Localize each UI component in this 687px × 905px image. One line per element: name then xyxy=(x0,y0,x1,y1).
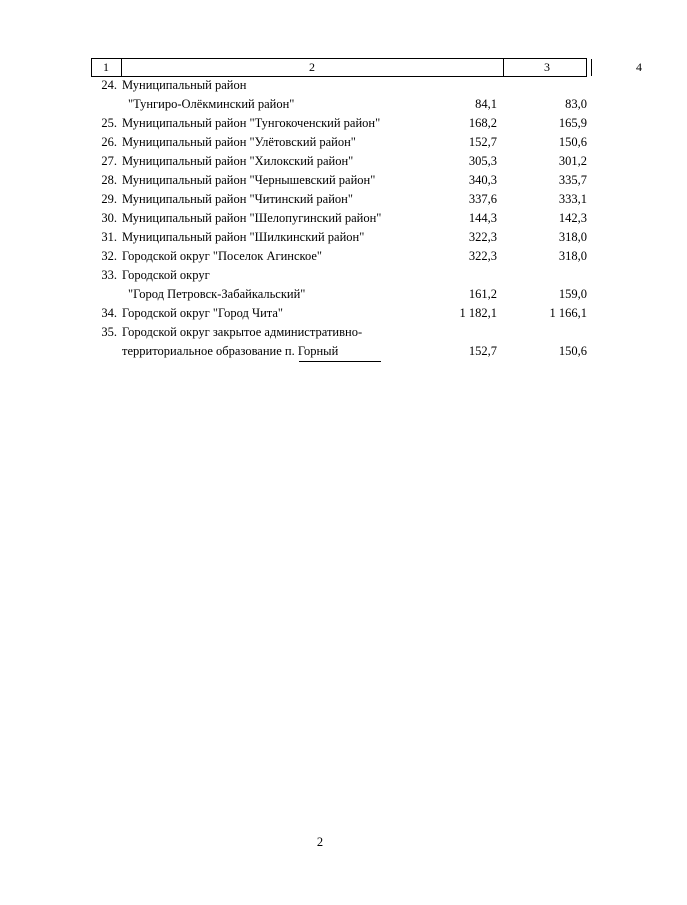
row-value-col4: 83,0 xyxy=(565,97,587,111)
row-value-col3: 305,3 xyxy=(468,154,497,168)
row-value-col4: 318,0 xyxy=(558,249,587,263)
row-number: 25. xyxy=(101,116,117,130)
table-row xyxy=(91,304,587,323)
row-value-col3: 152,7 xyxy=(468,135,497,149)
row-value-col3: 322,3 xyxy=(468,249,497,263)
row-value-col4: 335,7 xyxy=(558,173,587,187)
table-row xyxy=(91,190,587,209)
row-number: 30. xyxy=(101,211,117,225)
header-col-1: 1 xyxy=(103,60,109,74)
table-row xyxy=(91,171,587,190)
row-name-line: "Тунгиро-Олёкминский район" xyxy=(128,97,295,111)
row-value-col3: 161,2 xyxy=(468,287,497,301)
row-name xyxy=(122,152,432,171)
row-name-line: Муниципальный район "Шелопугинский район" xyxy=(122,211,382,225)
row-value-col3: 152,7 xyxy=(468,344,497,358)
table-row xyxy=(91,133,587,152)
row-name-line: Городской округ закрытое административно- xyxy=(122,325,363,339)
row-name-line: Муниципальный район "Улётовский район" xyxy=(122,135,356,149)
row-value-col4: 150,6 xyxy=(558,344,587,358)
row-name xyxy=(122,114,432,133)
row-value-col3: 1 182,1 xyxy=(459,306,497,320)
table-row xyxy=(91,76,587,114)
row-value-col4: 142,3 xyxy=(558,211,587,225)
row-name-line: территориальное образование п. Горный xyxy=(122,344,339,358)
data-table xyxy=(91,76,587,361)
row-name-line: Муниципальный район "Шилкинский район" xyxy=(122,230,365,244)
row-name xyxy=(122,247,432,266)
row-name xyxy=(122,209,432,228)
row-name-line: Городской округ xyxy=(122,268,210,282)
row-name-line: Муниципальный район "Тунгокоченский район" xyxy=(122,116,381,130)
row-name xyxy=(122,76,432,114)
row-value-col3: 322,3 xyxy=(468,230,497,244)
row-number: 32. xyxy=(101,249,117,263)
row-name xyxy=(122,266,432,304)
row-name xyxy=(122,171,432,190)
table-row xyxy=(91,266,587,304)
row-number: 26. xyxy=(101,135,117,149)
header-col-2: 2 xyxy=(309,60,315,74)
table-row xyxy=(91,247,587,266)
page-number: 2 xyxy=(316,835,324,849)
row-value-col3: 144,3 xyxy=(468,211,497,225)
table-header xyxy=(91,58,642,77)
row-number: 31. xyxy=(101,230,117,244)
row-name xyxy=(122,190,432,209)
row-name xyxy=(122,304,432,323)
row-number: 28. xyxy=(101,173,117,187)
row-value-col4: 333,1 xyxy=(558,192,587,206)
row-name xyxy=(122,323,432,361)
row-value-col3: 337,6 xyxy=(468,192,497,206)
row-number: 29. xyxy=(101,192,117,206)
row-number: 27. xyxy=(101,154,117,168)
row-value-col3: 168,2 xyxy=(468,116,497,130)
row-value-col4: 1 166,1 xyxy=(549,306,587,320)
row-value-col4: 318,0 xyxy=(558,230,587,244)
row-name xyxy=(122,228,432,247)
row-number: 35. xyxy=(101,325,117,339)
table-row xyxy=(91,114,587,133)
row-value-col4: 165,9 xyxy=(558,116,587,130)
row-number: 33. xyxy=(101,268,117,282)
table-row xyxy=(91,323,587,361)
header-col-4: 4 xyxy=(636,60,642,74)
table-row xyxy=(91,228,587,247)
row-name-line: Городской округ "Поселок Агинское" xyxy=(122,249,323,263)
row-value-col3: 84,1 xyxy=(475,97,497,111)
row-value-col4: 301,2 xyxy=(558,154,587,168)
row-name-line: Муниципальный район "Чернышевский район" xyxy=(122,173,376,187)
row-name-line: Муниципальный район "Хилокский район" xyxy=(122,154,354,168)
row-value-col3: 340,3 xyxy=(468,173,497,187)
row-name xyxy=(122,133,432,152)
table-row xyxy=(91,152,587,171)
row-value-col4: 150,6 xyxy=(558,135,587,149)
row-number: 24. xyxy=(101,78,117,92)
table-row xyxy=(91,209,587,228)
header-col-3: 3 xyxy=(544,60,550,74)
row-name-line: Муниципальный район xyxy=(122,78,247,92)
row-name-line: Муниципальный район "Читинский район" xyxy=(122,192,353,206)
row-value-col4: 159,0 xyxy=(558,287,587,301)
row-name-line: "Город Петровск-Забайкальский" xyxy=(128,287,306,301)
end-separator-line xyxy=(299,361,381,362)
row-number: 34. xyxy=(101,306,117,320)
row-name-line: Городской округ "Город Чита" xyxy=(122,306,284,320)
